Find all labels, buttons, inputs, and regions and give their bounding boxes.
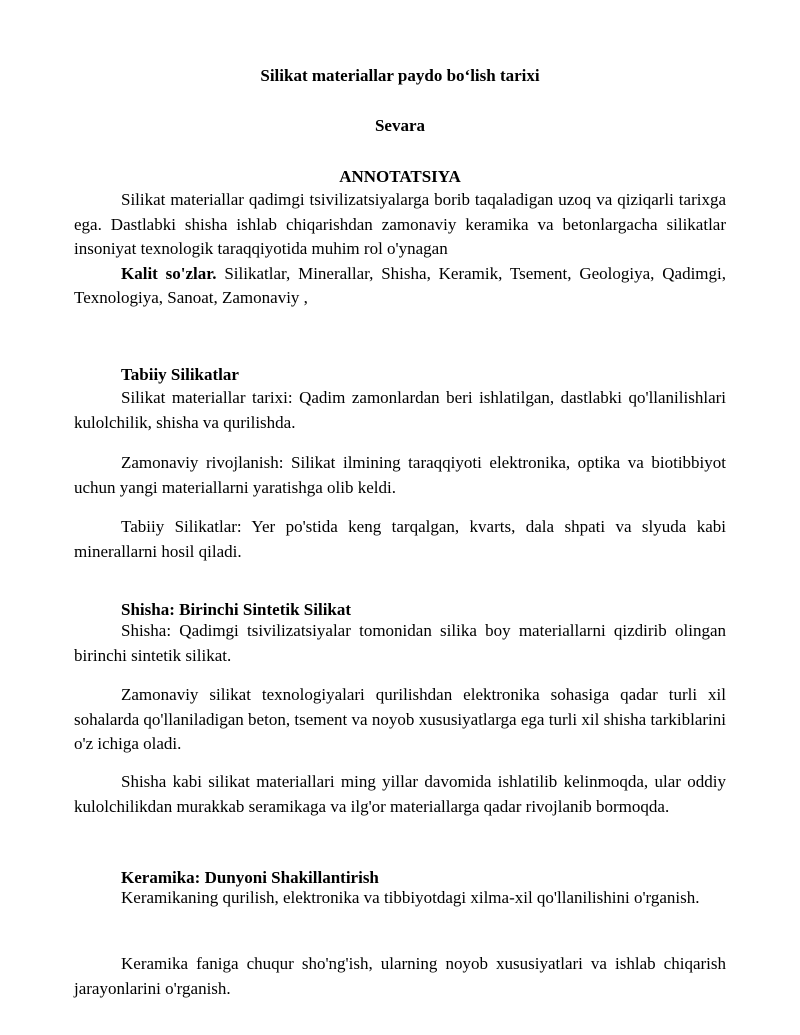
- paragraph: Shisha: Qadimgi tsivilizatsiyalar tomonidan silika boy materiallarni qizdirib olingan birinchi sintetik silikat.: [74, 621, 726, 665]
- section-natural-silicates-para-2: [74, 451, 726, 500]
- section-glass-para-3: [74, 770, 726, 819]
- paragraph: Shisha kabi silikat materiallari ming yillar davomida ishlatilib kelinmoqda, ular oddiy kulolchilikdan murakkab seramikaga va ilg'or materiallarga qadar rivojlanib bormoqda.: [74, 772, 726, 816]
- paragraph: Silikat materiallar tarixi: Qadim zamonlardan beri ishlatilgan, dastlabki qo'llanilishlari kulolchilik, shisha va qurilishda.: [74, 388, 726, 432]
- section-ceramics-para-1: [74, 886, 726, 911]
- section-natural-silicates-para-1: [74, 386, 726, 435]
- document-title: Silikat materiallar paydo bo‘lish tarixi: [260, 66, 540, 85]
- section-heading-glass: Shisha: Birinchi Sintetik Silikat: [121, 600, 352, 619]
- paragraph: Keramikaning qurilish, elektronika va tibbiyotdagi xilma-xil qo'llanilishini o'rganish.: [121, 888, 700, 907]
- annotation-block: [74, 188, 726, 311]
- annotation-text: Silikat materiallar qadimgi tsivilizatsiyalarga borib taqaladigan uzoq va qiziqarli tarixga ega. Dastlabki shisha ishlab chiqarishdan zamonaviy keramika va betonlargacha silikatlar insoniyat texnologik taraqqiyotida muhim rol o'ynagan: [74, 190, 726, 258]
- paragraph: Zamonaviy rivojlanish: Silikat ilmining taraqqiyoti elektronika, optika va biotibbiyot uchun yangi materiallarni yaratishga olib keldi.: [74, 453, 726, 497]
- paragraph: Keramika faniga chuqur sho'ng'ish, ularning noyob xususiyatlari va ishlab chiqarish jarayonlarini o'rganish.: [74, 954, 726, 998]
- author-name: Sevara: [374, 116, 426, 135]
- paragraph: Zamonaviy silikat texnologiyalari qurilishdan elektronika sohasiga qadar turli xil sohalarda qo'llaniladigan beton, tsement va noyob xususiyatlarga ega turli xil shisha tarkiblarini o'z ichiga oladi.: [74, 685, 726, 753]
- keywords-paragraph: [74, 262, 726, 311]
- section-glass-para-1: [74, 619, 726, 668]
- section-ceramics-para-2: [74, 952, 726, 1001]
- annotation-heading: ANNOTATSIYA: [339, 167, 461, 186]
- section-glass-para-2: [74, 683, 726, 757]
- section-natural-silicates-para-3: [74, 515, 726, 564]
- paragraph: Tabiiy Silikatlar: Yer po'stida keng tarqalgan, kvarts, dala shpati va slyuda kabi minerallarni hosil qiladi.: [74, 517, 726, 561]
- section-heading-ceramics: Keramika: Dunyoni Shakillantirish: [121, 868, 379, 887]
- keywords-label: Kalit so'zlar.: [121, 263, 217, 283]
- keywords-list: Silikatlar, Minerallar, Shisha, Keramik, Tsement, Geologiya, Qadimgi, Texnologiya, Sanoat, Zamonaviy ,: [74, 263, 726, 307]
- section-heading-natural-silicates: Tabiiy Silikatlar: [121, 365, 239, 384]
